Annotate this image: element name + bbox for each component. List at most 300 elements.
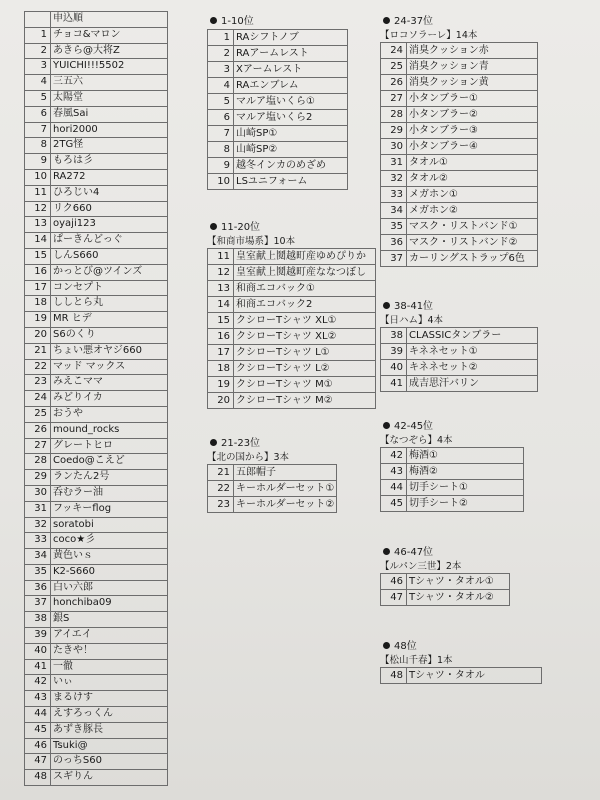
entry-name: クシローTシャツ L②: [234, 361, 376, 377]
prize-row: [208, 46, 348, 62]
entry-name: 2TG怪: [51, 138, 168, 154]
rank-number: 18: [208, 361, 234, 377]
entry-name: 和商エコバック2: [234, 297, 376, 313]
rank-number: 17: [25, 280, 51, 296]
applicant-row: [25, 391, 168, 407]
prize-row: [381, 251, 538, 267]
rank-number: 38: [381, 328, 407, 344]
rank-number: 24: [25, 391, 51, 407]
prize-heading-text: 46-47位: [394, 547, 434, 558]
bullet-icon: [210, 17, 217, 24]
rank-number: 27: [25, 438, 51, 454]
prize-heading: [207, 221, 376, 235]
prize-heading-text: 24-37位: [394, 16, 434, 27]
rank-number: 6: [208, 110, 234, 126]
rank-number: 11: [25, 185, 51, 201]
prize-row: [381, 43, 538, 59]
prize-row: [381, 376, 538, 392]
prize-table: [207, 248, 376, 409]
rank-number: 30: [381, 139, 407, 155]
entry-name: カーリングストラップ6色: [407, 251, 538, 267]
entry-name: 皇室献上鬩越町産ななつぼし: [234, 265, 376, 281]
applicant-row: [25, 327, 168, 343]
applicant-row: [25, 738, 168, 754]
applicant-table-body: [25, 12, 168, 786]
entry-name: リク660: [51, 201, 168, 217]
entry-name: 小タンブラー①: [407, 91, 538, 107]
prize-row: [208, 78, 348, 94]
entry-name: LSユニフォーム: [234, 174, 348, 190]
rank-number: 3: [25, 59, 51, 75]
rank-number: 23: [25, 375, 51, 391]
rank-number: 28: [25, 454, 51, 470]
entry-name: 白い六郎: [51, 580, 168, 596]
header-number-cell: [25, 12, 51, 28]
prize-table: [207, 464, 337, 513]
entry-name: 五郎帽子: [234, 465, 337, 481]
applicant-row: [25, 643, 168, 659]
prize-table: [380, 573, 510, 606]
prize-row: [381, 360, 538, 376]
applicant-row: [25, 533, 168, 549]
rank-number: 6: [25, 106, 51, 122]
rank-number: 14: [25, 233, 51, 249]
entry-name: しんS660: [51, 248, 168, 264]
rank-number: 46: [25, 738, 51, 754]
rank-number: 2: [25, 43, 51, 59]
rank-number: 33: [25, 533, 51, 549]
applicant-row: [25, 770, 168, 786]
prize-row: [381, 235, 538, 251]
rank-number: 23: [208, 497, 234, 513]
applicant-row: [25, 422, 168, 438]
entry-name: honchiba09: [51, 596, 168, 612]
prize-block-11-20: [207, 221, 376, 409]
applicant-row: [25, 312, 168, 328]
rank-number: 39: [381, 344, 407, 360]
bullet-icon: [210, 439, 217, 446]
entry-name: 消臭クッション黄: [407, 75, 538, 91]
applicant-row: [25, 454, 168, 470]
entry-name: いぃ: [51, 675, 168, 691]
prize-row: [208, 497, 337, 513]
rank-number: 20: [25, 327, 51, 343]
prize-row: [208, 345, 376, 361]
prize-table: [380, 327, 538, 392]
rank-number: 12: [25, 201, 51, 217]
rank-number: 22: [25, 359, 51, 375]
rank-number: 41: [25, 659, 51, 675]
applicant-row: [25, 438, 168, 454]
prize-heading: [380, 640, 542, 654]
applicant-row: [25, 296, 168, 312]
prize-table-body: [208, 465, 337, 513]
entry-name: マルア塩いくら2: [234, 110, 348, 126]
prize-table-body: [381, 574, 510, 606]
rank-number: 17: [208, 345, 234, 361]
entry-name: マッド マックス: [51, 359, 168, 375]
prize-table: [380, 667, 542, 684]
prize-block-21-23: [207, 437, 337, 513]
prize-row: [381, 344, 538, 360]
rank-number: 21: [25, 343, 51, 359]
entry-name: 銀S: [51, 612, 168, 628]
prize-table: [380, 42, 538, 267]
prize-row: [208, 329, 376, 345]
rank-number: 47: [25, 754, 51, 770]
rank-number: 8: [25, 138, 51, 154]
prize-block-46-47: [380, 546, 510, 606]
applicant-row: [25, 501, 168, 517]
entry-name: RA272: [51, 169, 168, 185]
rank-number: 40: [381, 360, 407, 376]
prize-heading: [207, 15, 348, 29]
rank-number: 40: [25, 643, 51, 659]
applicant-row: [25, 138, 168, 154]
rank-number: 36: [381, 235, 407, 251]
rank-number: 34: [25, 549, 51, 565]
entry-name: 消臭クッション赤: [407, 43, 538, 59]
entry-name: Tシャツ・タオル②: [407, 590, 510, 606]
entry-name: クシローTシャツ M②: [234, 393, 376, 409]
rank-number: 34: [381, 203, 407, 219]
prize-row: [208, 158, 348, 174]
entry-name: キーホルダーセット①: [234, 481, 337, 497]
entry-name: 山崎SP②: [234, 142, 348, 158]
applicant-row: [25, 549, 168, 565]
entry-name: Xアームレスト: [234, 62, 348, 78]
rank-number: 8: [208, 142, 234, 158]
rank-number: 36: [25, 580, 51, 596]
applicant-row: [25, 90, 168, 106]
rank-number: 14: [208, 297, 234, 313]
rank-number: 22: [208, 481, 234, 497]
prize-row: [381, 448, 524, 464]
rank-number: 7: [25, 122, 51, 138]
prize-heading: [380, 300, 538, 314]
applicant-row: [25, 59, 168, 75]
prize-row: [208, 110, 348, 126]
prize-row: [208, 361, 376, 377]
prize-block-24-37: [380, 15, 538, 267]
entry-name: マルア塩いくら①: [234, 94, 348, 110]
prize-row: [381, 107, 538, 123]
rank-number: 16: [208, 329, 234, 345]
prize-row: [381, 59, 538, 75]
rank-number: 18: [25, 296, 51, 312]
prize-heading-text: 11-20位: [221, 222, 261, 233]
entry-name: おうや: [51, 406, 168, 422]
prize-heading-text: 21-23位: [221, 438, 261, 449]
entry-name: もろは彡: [51, 154, 168, 170]
prize-row: [381, 464, 524, 480]
rank-number: 33: [381, 187, 407, 203]
rank-number: 4: [208, 78, 234, 94]
applicant-row: [25, 27, 168, 43]
entry-name: スギりん: [51, 770, 168, 786]
applicant-row: [25, 106, 168, 122]
entry-name: キネネセット②: [407, 360, 538, 376]
entry-name: ひろじい4: [51, 185, 168, 201]
rank-number: 32: [381, 171, 407, 187]
prize-row: [381, 91, 538, 107]
rank-number: 35: [25, 564, 51, 580]
prize-table-body: [381, 328, 538, 392]
applicant-row: [25, 43, 168, 59]
entry-name: 太陽堂: [51, 90, 168, 106]
entry-name: MR ヒデ: [51, 312, 168, 328]
entry-name: メガホン②: [407, 203, 538, 219]
applicant-row: [25, 280, 168, 296]
rank-number: 30: [25, 485, 51, 501]
entry-name: タオル①: [407, 155, 538, 171]
applicant-row: [25, 722, 168, 738]
prize-table: [380, 447, 524, 512]
entry-name: Coedo@こえど: [51, 454, 168, 470]
prize-subtitle: 【松山千春】1本: [380, 655, 453, 666]
prize-subtitle: 【北の国から】3本: [207, 452, 290, 463]
entry-name: 成吉思汗バリン: [407, 376, 538, 392]
entry-name: RAアームレスト: [234, 46, 348, 62]
entry-name: 切手シート②: [407, 496, 524, 512]
prize-heading-text: 42-45位: [394, 421, 434, 432]
entry-name: メガホン①: [407, 187, 538, 203]
rank-number: 13: [208, 281, 234, 297]
applicant-row: [25, 564, 168, 580]
applicant-row: [25, 596, 168, 612]
prize-row: [208, 62, 348, 78]
prize-subtitle: 【ルパン三世】2本: [380, 561, 462, 572]
rank-number: 41: [381, 376, 407, 392]
prize-row: [208, 174, 348, 190]
prize-row: [381, 139, 538, 155]
applicant-row: [25, 707, 168, 723]
entry-name: 切手シート①: [407, 480, 524, 496]
prize-subtitle: 【日ハム】4本: [380, 315, 444, 326]
rank-number: 47: [381, 590, 407, 606]
entry-name: RAエンブレム: [234, 78, 348, 94]
entry-name: soratobi: [51, 517, 168, 533]
entry-name: 小タンブラー②: [407, 107, 538, 123]
rank-number: 15: [208, 313, 234, 329]
prize-row: [381, 328, 538, 344]
prize-row: [208, 94, 348, 110]
prize-row: [208, 30, 348, 46]
applicant-row: [25, 185, 168, 201]
prize-row: [208, 265, 376, 281]
applicant-row: [25, 122, 168, 138]
entry-name: 春風Sai: [51, 106, 168, 122]
rank-number: 29: [25, 470, 51, 486]
entry-name: フッキーflog: [51, 501, 168, 517]
prize-row: [208, 465, 337, 481]
entry-name: あずき豚長: [51, 722, 168, 738]
applicant-table-header-row: [25, 12, 168, 28]
applicant-row: [25, 517, 168, 533]
header-label: 申込順: [51, 12, 168, 28]
applicant-row: [25, 75, 168, 91]
rank-number: 1: [208, 30, 234, 46]
rank-number: 25: [25, 406, 51, 422]
prize-row: [208, 281, 376, 297]
applicant-row: [25, 217, 168, 233]
rank-number: 20: [208, 393, 234, 409]
entry-name: まるけす: [51, 691, 168, 707]
prize-table-body: [381, 448, 524, 512]
rank-number: 12: [208, 265, 234, 281]
entry-name: えすろっくん: [51, 707, 168, 723]
prize-row: [381, 219, 538, 235]
applicant-row: [25, 359, 168, 375]
entry-name: あきら@大将Z: [51, 43, 168, 59]
bullet-icon: [383, 422, 390, 429]
applicant-row: [25, 264, 168, 280]
applicant-row: [25, 470, 168, 486]
entry-name: タオル②: [407, 171, 538, 187]
entry-name: キネネセット①: [407, 344, 538, 360]
rank-number: 9: [25, 154, 51, 170]
prize-row: [208, 313, 376, 329]
prize-table-body: [208, 249, 376, 409]
prize-row: [208, 126, 348, 142]
entry-name: 消臭クッション青: [407, 59, 538, 75]
applicant-row: [25, 248, 168, 264]
rank-number: 39: [25, 628, 51, 644]
rank-number: 15: [25, 248, 51, 264]
entry-name: アイエイ: [51, 628, 168, 644]
entry-name: クシローTシャツ M①: [234, 377, 376, 393]
applicant-table: [24, 11, 168, 786]
prize-row: [381, 123, 538, 139]
prize-row: [381, 590, 510, 606]
prize-heading: [380, 420, 524, 434]
prize-row: [381, 574, 510, 590]
bullet-icon: [210, 223, 217, 230]
entry-name: みえこママ: [51, 375, 168, 391]
prize-table-body: [381, 668, 542, 684]
rank-number: 45: [25, 722, 51, 738]
rank-number: 37: [25, 596, 51, 612]
rank-number: 21: [208, 465, 234, 481]
entry-name: みどりイカ: [51, 391, 168, 407]
entry-name: RAシフトノブ: [234, 30, 348, 46]
rank-number: 2: [208, 46, 234, 62]
entry-name: クシローTシャツ XL①: [234, 313, 376, 329]
rank-number: 43: [25, 691, 51, 707]
prize-row: [381, 75, 538, 91]
rank-number: 45: [381, 496, 407, 512]
entry-name: チョコ&マロン: [51, 27, 168, 43]
applicant-row: [25, 691, 168, 707]
prize-block-42-45: [380, 420, 524, 512]
prize-heading-text: 1-10位: [221, 16, 254, 27]
entry-name: 皇室献上鬩越町産ゆめぴりか: [234, 249, 376, 265]
bullet-icon: [383, 302, 390, 309]
rank-number: 31: [25, 501, 51, 517]
rank-number: 26: [381, 75, 407, 91]
prize-row: [208, 481, 337, 497]
entry-name: ししとら丸: [51, 296, 168, 312]
applicant-row: [25, 154, 168, 170]
rank-number: 28: [381, 107, 407, 123]
prize-heading: [207, 437, 337, 451]
rank-number: 1: [25, 27, 51, 43]
prize-heading-text: 38-41位: [394, 301, 434, 312]
entry-name: たきや！: [51, 643, 168, 659]
rank-number: 16: [25, 264, 51, 280]
entry-name: CLASSICタンブラー: [407, 328, 538, 344]
prize-row: [381, 668, 542, 684]
entry-name: 呑むラー油: [51, 485, 168, 501]
rank-number: 35: [381, 219, 407, 235]
rank-number: 19: [208, 377, 234, 393]
prize-row: [381, 496, 524, 512]
prize-table-body: [381, 43, 538, 267]
rank-number: 46: [381, 574, 407, 590]
rank-number: 19: [25, 312, 51, 328]
rank-number: 7: [208, 126, 234, 142]
applicant-row: [25, 485, 168, 501]
rank-number: 24: [381, 43, 407, 59]
rank-number: 13: [25, 217, 51, 233]
rank-number: 26: [25, 422, 51, 438]
entry-name: mound_rocks: [51, 422, 168, 438]
entry-name: S6のくり: [51, 327, 168, 343]
applicant-row: [25, 659, 168, 675]
entry-name: マスク・リストバンド①: [407, 219, 538, 235]
entry-name: クシローTシャツ XL②: [234, 329, 376, 345]
prize-subtitle: 【ロコソラーレ】14本: [380, 30, 478, 41]
rank-number: 32: [25, 517, 51, 533]
prize-row: [208, 142, 348, 158]
prize-table: [207, 29, 348, 190]
entry-name: coco★彡: [51, 533, 168, 549]
applicant-row: [25, 406, 168, 422]
prize-subtitle: 【和商市場系】10本: [207, 236, 296, 247]
prize-row: [208, 249, 376, 265]
applicant-row: [25, 612, 168, 628]
prize-heading: [380, 15, 538, 29]
rank-number: 5: [25, 90, 51, 106]
rank-number: 38: [25, 612, 51, 628]
entry-name: グレートヒロ: [51, 438, 168, 454]
rank-number: 29: [381, 123, 407, 139]
prize-row: [208, 393, 376, 409]
entry-name: oyaji123: [51, 217, 168, 233]
entry-name: のっちS60: [51, 754, 168, 770]
rank-number: 48: [25, 770, 51, 786]
prize-row: [381, 480, 524, 496]
entry-name: 三五六: [51, 75, 168, 91]
prize-row: [381, 171, 538, 187]
entry-name: ちょい悪オヤジ660: [51, 343, 168, 359]
prize-row: [381, 155, 538, 171]
rank-number: 27: [381, 91, 407, 107]
prize-row: [208, 297, 376, 313]
rank-number: 10: [208, 174, 234, 190]
entry-name: ぱーきんどっぐ: [51, 233, 168, 249]
applicant-row: [25, 628, 168, 644]
applicant-row: [25, 580, 168, 596]
prize-heading-text: 48位: [394, 641, 417, 652]
entry-name: 梅酒②: [407, 464, 524, 480]
bullet-icon: [383, 548, 390, 555]
entry-name: クシローTシャツ L①: [234, 345, 376, 361]
entry-name: Tsuki@: [51, 738, 168, 754]
entry-name: hori2000: [51, 122, 168, 138]
bullet-icon: [383, 642, 390, 649]
rank-number: 11: [208, 249, 234, 265]
